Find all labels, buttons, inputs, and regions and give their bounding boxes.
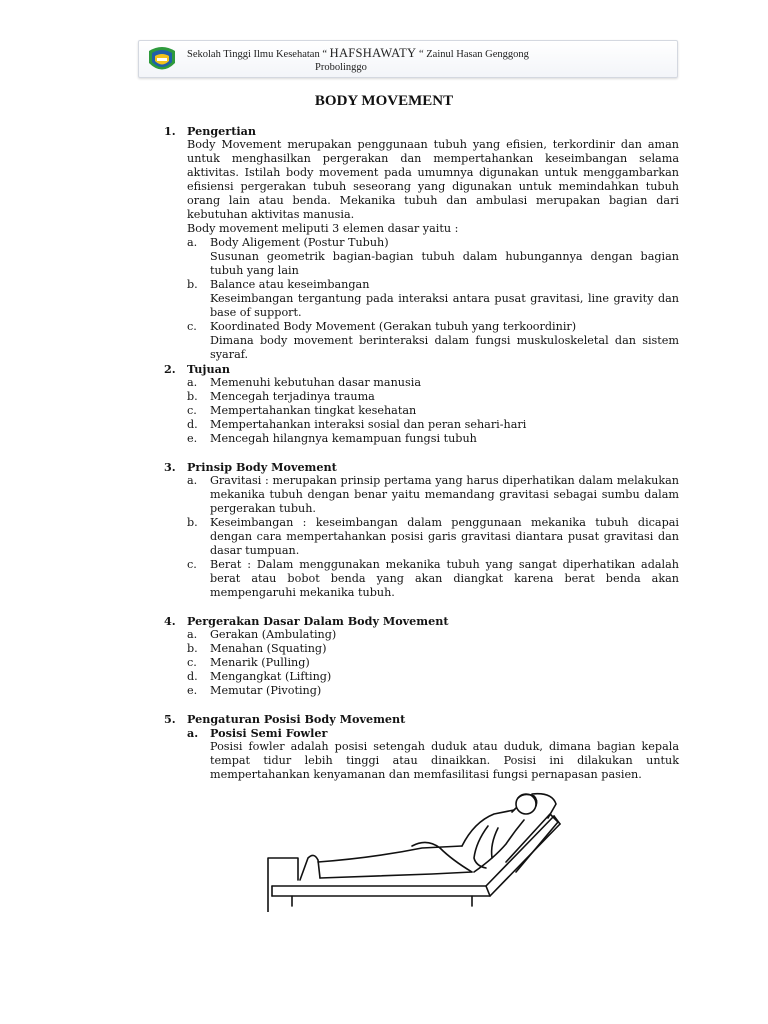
list-item bbox=[187, 320, 679, 362]
header-institution-name: HAFSHAWATY bbox=[329, 46, 417, 60]
list-label: d. bbox=[187, 418, 198, 431]
list-item bbox=[187, 628, 679, 642]
section-title: Pergerakan Dasar Dalam Body Movement bbox=[187, 614, 449, 628]
list-item-text: Mempertahankan tingkat kesehatan bbox=[210, 404, 417, 417]
list-item-text: Mengangkat (Lifting) bbox=[210, 670, 332, 683]
section-title: Pengaturan Posisi Body Movement bbox=[187, 712, 406, 726]
section-paragraph: Body Movement merupakan penggunaan tubuh yang efisien, terkordinir dan aman untuk menghasilkan pergerakan dan mempertahankan keseimbangan selama aktivitas. Istilah body movement pada umumnya digunakan untuk menggambarkan efisiensi pergerakan tubuh seseorang yang digunakan untuk memindahkan tubuh orang lain atau benda. Mekanika tubuh dan ambulasi merupakan bagian dari kebutuhan aktivitas manusia. bbox=[187, 138, 679, 221]
semi-fowler-position-illustration bbox=[262, 788, 562, 912]
list-label: e. bbox=[187, 684, 198, 697]
list-item bbox=[187, 474, 679, 516]
list-item-text: Mencegah hilangnya kemampuan fungsi tubuh bbox=[210, 432, 477, 445]
section-spacer bbox=[164, 600, 679, 614]
section-number: 5. bbox=[164, 712, 176, 726]
section-heading bbox=[164, 614, 679, 628]
section-title: Tujuan bbox=[187, 362, 230, 376]
list-label: a. bbox=[187, 474, 198, 487]
list-item-desc: Keseimbangan tergantung pada interaksi antara pusat gravitasi, line gravity dan base of support. bbox=[210, 292, 679, 319]
section-pergerakan bbox=[164, 614, 679, 698]
list-item bbox=[187, 642, 679, 656]
page-title: BODY MOVEMENT bbox=[314, 93, 454, 109]
list-item-text: Menarik (Pulling) bbox=[210, 656, 310, 669]
document-header bbox=[138, 40, 678, 78]
list-item-text: Memenuhi kebutuhan dasar manusia bbox=[210, 376, 421, 389]
section-pengaturan-posisi bbox=[164, 712, 679, 782]
list-label: b. bbox=[187, 516, 198, 529]
list-label: e. bbox=[187, 432, 198, 445]
list-item-title: Posisi Semi Fowler bbox=[210, 726, 328, 740]
list-item-text: Keseimbangan : keseimbangan dalam penggunaan mekanika tubuh dicapai dengan cara mempertahankan posisi garis gravitasi diantara pusat gravitasi dan dasar tumpuan. bbox=[210, 516, 679, 557]
section-number: 2. bbox=[164, 362, 176, 376]
list-item bbox=[187, 656, 679, 670]
list-item bbox=[187, 390, 679, 404]
section-spacer bbox=[164, 698, 679, 712]
list-item-text: Mempertahankan interaksi sosial dan peran sehari-hari bbox=[210, 418, 527, 431]
list-label: a. bbox=[187, 236, 198, 249]
section-heading bbox=[164, 712, 679, 726]
section-intro: Body movement meliputi 3 elemen dasar yaitu : bbox=[187, 222, 459, 235]
section-heading bbox=[164, 362, 679, 376]
list-item bbox=[187, 236, 679, 278]
list-item-title: Koordinated Body Movement (Gerakan tubuh yang terkoordinir) bbox=[210, 320, 577, 333]
section-number: 1. bbox=[164, 124, 176, 138]
section-tujuan bbox=[164, 362, 679, 446]
list-label: b. bbox=[187, 278, 198, 291]
list-label: c. bbox=[187, 320, 197, 333]
header-city: Probolinggo bbox=[315, 62, 367, 73]
section-spacer bbox=[164, 446, 679, 460]
list-label: a. bbox=[187, 726, 199, 740]
list-item-text: Menahan (Squating) bbox=[210, 642, 327, 655]
list-label: c. bbox=[187, 558, 197, 571]
list-item-text: Gerakan (Ambulating) bbox=[210, 628, 337, 641]
list-item bbox=[187, 726, 679, 782]
list-item bbox=[187, 278, 679, 320]
section-pengertian bbox=[164, 124, 679, 362]
list-label: a. bbox=[187, 628, 198, 641]
list-label: c. bbox=[187, 656, 197, 669]
header-text bbox=[187, 47, 667, 74]
list-item-desc: Dimana body movement berinteraksi dalam fungsi muskuloskeletal dan sistem syaraf. bbox=[210, 334, 679, 361]
list-label: a. bbox=[187, 376, 198, 389]
list-label: c. bbox=[187, 404, 197, 417]
list-item bbox=[187, 404, 679, 418]
list-item-title: Balance atau keseimbangan bbox=[210, 278, 370, 291]
institution-logo-icon bbox=[145, 43, 179, 77]
list-item-title: Body Aligement (Postur Tubuh) bbox=[210, 236, 389, 249]
list-item bbox=[187, 684, 679, 698]
list-item-text: Mencegah terjadinya trauma bbox=[210, 390, 375, 403]
list-item-text: Memutar (Pivoting) bbox=[210, 684, 322, 697]
section-number: 3. bbox=[164, 460, 176, 474]
section-prinsip bbox=[164, 460, 679, 600]
header-line-prefix: Sekolah Tinggi Ilmu Kesehatan “ bbox=[187, 49, 330, 60]
section-title: Prinsip Body Movement bbox=[187, 460, 337, 474]
list-item bbox=[187, 516, 679, 558]
list-item bbox=[187, 432, 679, 446]
list-item-text: Gravitasi : merupakan prinsip pertama yang harus diperhatikan dalam melakukan mekanika tubuh dengan benar yaitu memandang gravitasi sebagai sumbu dalam pergerakan tubuh. bbox=[210, 474, 679, 515]
list-item bbox=[187, 376, 679, 390]
list-item-desc: Susunan geometrik bagian-bagian tubuh dalam hubungannya dengan bagian tubuh yang lain bbox=[210, 250, 679, 277]
list-item bbox=[187, 418, 679, 432]
list-item-text: Berat : Dalam menggunakan mekanika tubuh yang sangat diperhatikan adalah berat atau bobot benda yang akan diangkat karena berat benda akan mempengaruhi mekanika tubuh. bbox=[210, 558, 679, 599]
section-number: 4. bbox=[164, 614, 176, 628]
section-title: Pengertian bbox=[187, 124, 256, 138]
list-label: b. bbox=[187, 390, 198, 403]
section-heading bbox=[164, 124, 679, 138]
list-label: d. bbox=[187, 670, 198, 683]
list-item bbox=[187, 670, 679, 684]
list-label: b. bbox=[187, 642, 198, 655]
section-heading bbox=[164, 460, 679, 474]
header-line-suffix: “ Zainul Hasan Genggong bbox=[416, 49, 529, 60]
document-body bbox=[164, 124, 679, 782]
list-item bbox=[187, 558, 679, 600]
list-item-desc: Posisi fowler adalah posisi setengah duduk atau duduk, dimana bagian kepala tempat tidur lebih tinggi atau dinaikkan. Posisi ini dilakukan untuk mempertahankan kenyamanan dan memfasilitasi fungsi pernapasan pasien. bbox=[210, 740, 679, 781]
